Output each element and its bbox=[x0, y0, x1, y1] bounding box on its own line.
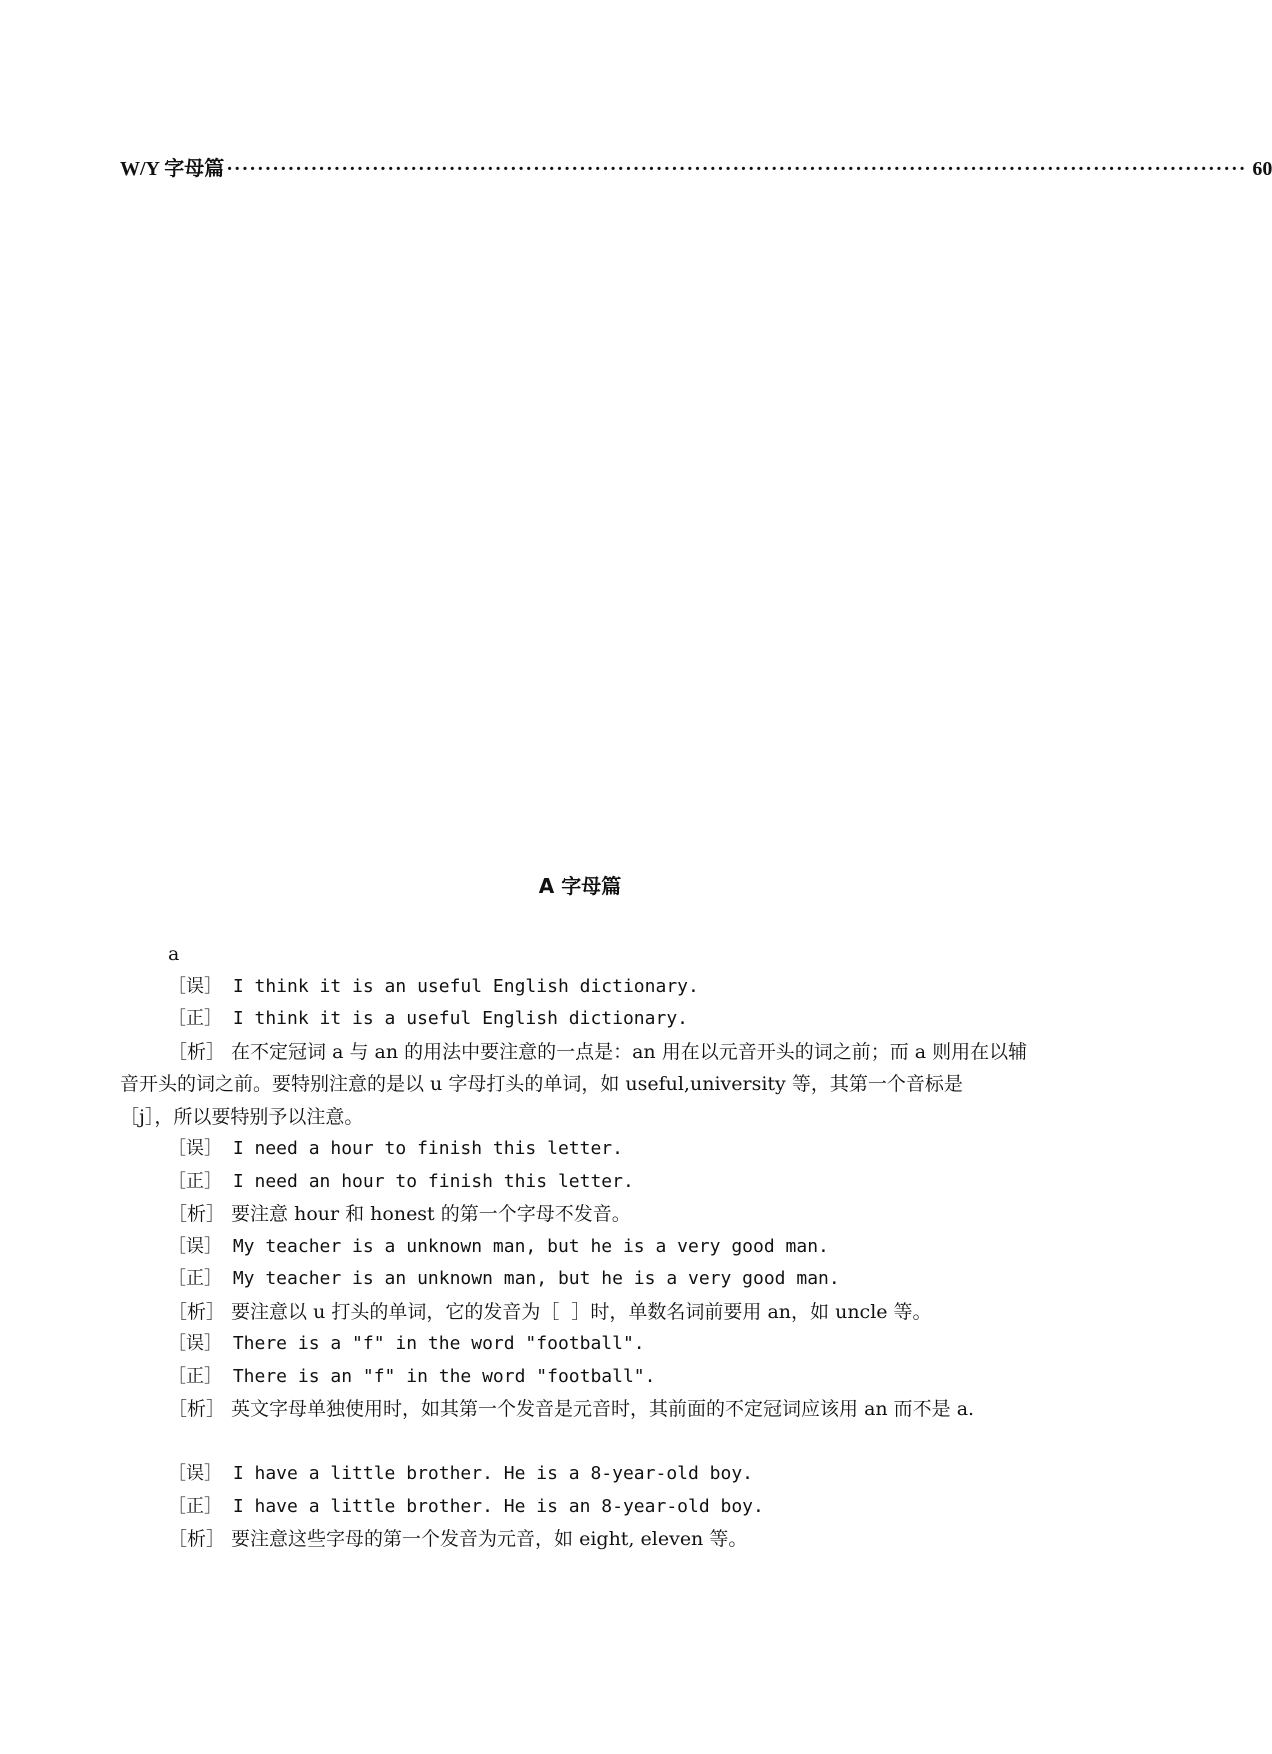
analysis-line: 音开头的词之前。要特别注意的是以 u 字母打头的单词，如 useful,university 等，其第一个音标是 bbox=[120, 1073, 963, 1095]
analysis-line: ［析］ 要注意这些字母的第一个发音为元音，如 eight, eleven 等。 bbox=[168, 1528, 748, 1550]
wrong-example: ［误］ There is a "f" in the word "football". bbox=[168, 1333, 645, 1354]
toc-entry bbox=[120, 152, 1272, 181]
correct-example: ［正］ I need an hour to finish this letter. bbox=[168, 1170, 634, 1192]
toc-leader-dots: ····································································································································· bbox=[226, 158, 1247, 180]
toc-entry-title: W/Y 字母篇 bbox=[120, 158, 225, 180]
wrong-example: ［误］ I have a little brother. He is a 8-year-old boy. bbox=[168, 1463, 754, 1484]
blank-line bbox=[120, 1426, 1140, 1459]
correct-example: ［正］ I think it is a useful English dictionary. bbox=[168, 1008, 688, 1029]
analysis-line: ［析］ 英文字母单独使用时，如其第一个发音是元音时，其前面的不定冠词应该用 an 而不是 a. bbox=[168, 1398, 975, 1420]
wrong-example: ［误］ I think it is an useful English dictionary. bbox=[168, 975, 699, 997]
wrong-example: ［误］ My teacher is a unknown man, but he is a very good man. bbox=[168, 1235, 829, 1257]
correct-example: ［正］ There is an "f" in the word "football". bbox=[168, 1365, 656, 1387]
entry-word: a bbox=[168, 943, 186, 965]
analysis-line: ［析］ 要注意 hour 和 honest 的第一个字母不发音。 bbox=[168, 1203, 631, 1225]
wrong-example: ［误］ I need a hour to finish this letter. bbox=[168, 1138, 623, 1159]
correct-example: ［正］ I have a little brother. He is an 8-year-old boy. bbox=[168, 1495, 764, 1517]
correct-example: ［正］ My teacher is an unknown man, but he is a very good man. bbox=[168, 1268, 840, 1289]
analysis-line: ［析］ 在不定冠词 a 与 an 的用法中要注意的一点是：an 用在以元音开头的词之前；而 a 则用在以辅 bbox=[168, 1040, 1028, 1063]
toc-page-number: 60 bbox=[1252, 158, 1272, 180]
analysis-line: ［j］，所以要特别予以注意。 bbox=[120, 1105, 364, 1128]
document-body bbox=[120, 938, 1140, 1556]
section-heading: A 字母篇 bbox=[538, 874, 622, 898]
analysis-line: ［析］ 要注意以 u 打头的单词，它的发音为［ ］时，单数名词前要用 an，如 uncle 等。 bbox=[168, 1300, 932, 1323]
